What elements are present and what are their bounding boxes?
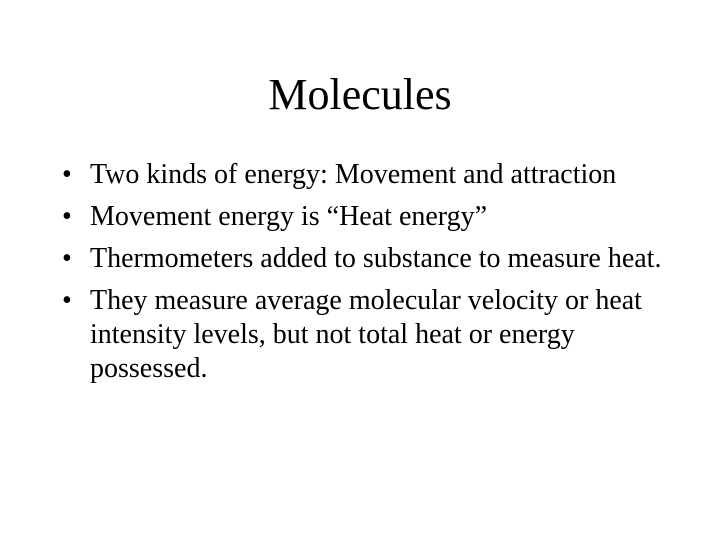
bullet-text: They measure average molecular velocity or heat intensity levels, but not total heat or energy possessed.: [90, 285, 642, 384]
bullet-dot-icon: •: [62, 243, 72, 274]
bullet-item: [54, 242, 674, 276]
bullet-text: Two kinds of energy: Movement and attraction: [90, 159, 617, 190]
slide-title: Molecules: [268, 70, 452, 119]
bullet-text: Movement energy is “Heat energy”: [90, 201, 488, 232]
bullet-list: [54, 158, 674, 394]
bullet-text: Thermometers added to substance to measure heat.: [90, 243, 662, 274]
bullet-item: [54, 284, 674, 386]
bullet-dot-icon: •: [62, 201, 72, 232]
bullet-dot-icon: •: [62, 159, 72, 190]
bullet-item: [54, 158, 674, 192]
bullet-item: [54, 200, 674, 234]
bullet-dot-icon: •: [62, 285, 72, 316]
